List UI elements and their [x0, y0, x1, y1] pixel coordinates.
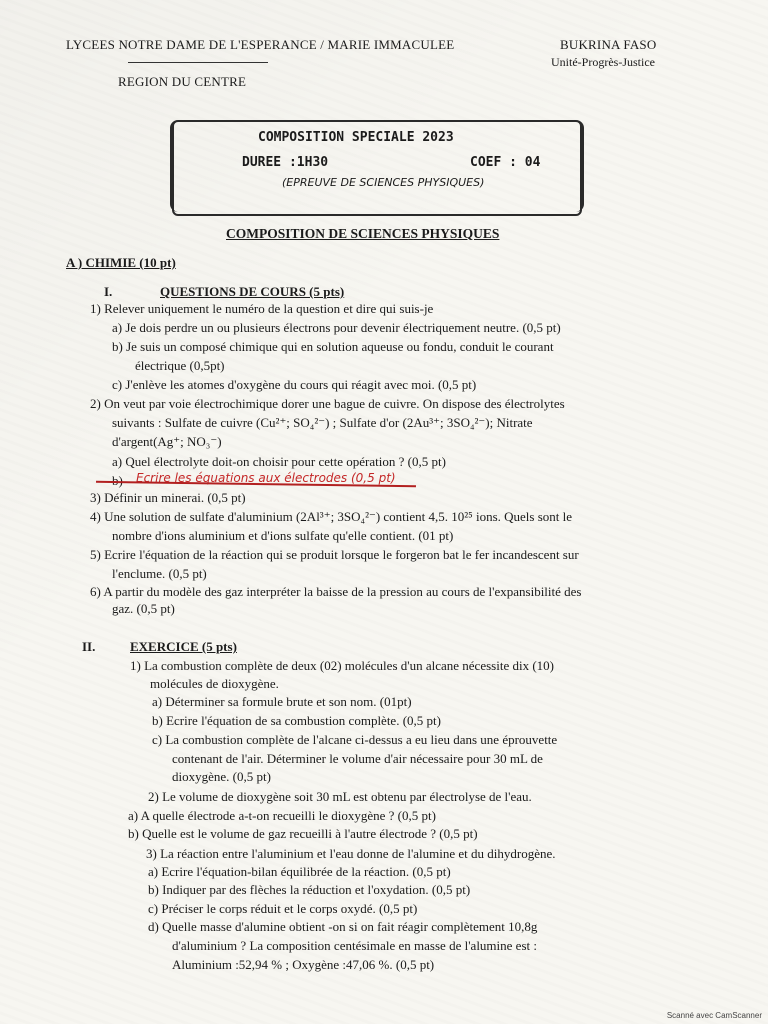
question-line: l'enclume. (0,5 pt)	[112, 566, 207, 581]
exercise-line: contenant de l'air. Déterminer le volume d'air nécessaire pour 30 mL de	[172, 751, 543, 766]
question-line: 1) Relever uniquement le numéro de la question et dire qui suis-je	[90, 301, 434, 316]
question-line: électrique (0,5pt)	[135, 358, 225, 373]
exercise-line: b) Indiquer par des flèches la réduction et l'oxydation. (0,5 pt)	[148, 882, 471, 897]
question-line: c) J'enlève les atomes d'oxygène du cours qui réagit avec moi. (0,5 pt)	[112, 377, 477, 392]
exercise-line: d'aluminium ? La composition centésimale en masse de l'alumine est :	[172, 938, 537, 953]
exercise-line: molécules de dioxygène.	[150, 676, 279, 691]
question-line: 5) Ecrire l'équation de la réaction qui se produit lorsque le forgeron bat le fer incandescent sur	[90, 547, 579, 562]
exercise-line: 3) La réaction entre l'aluminium et l'eau donne de l'alumine et du dihydrogène.	[146, 846, 556, 861]
header-divider	[128, 62, 268, 63]
question-line: 3) Définir un minerai. (0,5 pt)	[90, 490, 246, 505]
country-name: BUKRINA FASO	[560, 37, 657, 52]
part1-number: I.	[104, 284, 113, 299]
scanner-watermark: Scanné avec CamScanner	[666, 1011, 762, 1020]
exercise-line: a) Déterminer sa formule brute et son nom. (01pt)	[152, 694, 412, 709]
banner-subject: (EPREUVE DE SCIENCES PHYSIQUES)	[282, 176, 485, 189]
exercise-line: c) Préciser le corps réduit et le corps oxydé. (0,5 pt)	[148, 901, 418, 916]
exercise-line: dioxygène. (0,5 pt)	[172, 769, 271, 784]
question-line: gaz. (0,5 pt)	[112, 601, 175, 616]
question-line: 6) A partir du modèle des gaz interpréter la baisse de la pression au cours de l'expansibilité des	[90, 584, 582, 599]
question-line: b) Je suis un composé chimique qui en solution aqueuse ou fondu, conduit le courant	[112, 339, 554, 354]
question-line: b)	[112, 473, 123, 488]
question-line: 2) On veut par voie électrochimique dorer une bague de cuivre. On dispose des électrolytes	[90, 396, 565, 411]
exercise-line: d) Quelle masse d'alumine obtient -on si on fait réagir complètement 10,8g	[148, 919, 538, 934]
question-line: d'argent(Ag⁺; NO₃⁻)	[112, 434, 222, 449]
banner-title: COMPOSITION SPECIALE 2023	[258, 130, 454, 145]
exercise-line: a) A quelle électrode a-t-on recueilli le dioxygène ? (0,5 pt)	[128, 808, 436, 823]
region-name: REGION DU CENTRE	[118, 74, 247, 89]
school-name: LYCEES NOTRE DAME DE L'ESPERANCE / MARIE IMMACULEE	[66, 37, 455, 52]
banner-coef: COEF : 04	[470, 155, 541, 170]
section-a-title: A ) CHIMIE (10 pt)	[66, 255, 176, 270]
question-line: nombre d'ions aluminium et d'ions sulfate qu'elle contient. (01 pt)	[112, 528, 454, 543]
part2-title: EXERCICE (5 pts)	[130, 639, 237, 654]
part1-title: QUESTIONS DE COURS (5 pts)	[160, 284, 345, 299]
exercise-line: b) Quelle est le volume de gaz recueilli à l'autre électrode ? (0,5 pt)	[128, 826, 478, 841]
exercise-line: a) Ecrire l'équation-bilan équilibrée de la réaction. (0,5 pt)	[148, 864, 451, 879]
question-line: 4) Une solution de sulfate d'aluminium (2Al³⁺; 3SO₄²⁻) contient 4,5. 10²⁵ ions. Quels sont le	[90, 509, 573, 524]
banner-duration: DUREE :1H30	[242, 155, 329, 170]
question-line: suivants : Sulfate de cuivre (Cu²⁺; SO₄²⁻) ; Sulfate d'or (2Au³⁺; 3SO₄²⁻); Nitrate	[112, 415, 533, 430]
country-motto: Unité-Progrès-Justice	[551, 55, 655, 69]
page-title: COMPOSITION DE SCIENCES PHYSIQUES	[226, 226, 500, 241]
exercise-line: 1) La combustion complète de deux (02) molécules d'un alcane nécessite dix (10)	[130, 658, 554, 673]
exercise-line: 2) Le volume de dioxygène soit 30 mL est obtenu par électrolyse de l'eau.	[148, 789, 532, 804]
exercise-line: c) La combustion complète de l'alcane ci-dessus a eu lieu dans une éprouvette	[152, 732, 558, 747]
exercise-line: b) Ecrire l'équation de sa combustion complète. (0,5 pt)	[152, 713, 441, 728]
part2-number: II.	[82, 639, 96, 654]
question-line: a) Je dois perdre un ou plusieurs électrons pour devenir électriquement neutre. (0,5 pt)	[112, 320, 561, 335]
question-line: a) Quel électrolyte doit-on choisir pour cette opération ? (0,5 pt)	[112, 454, 446, 469]
handwritten-annotation: Ecrire les équations aux électrodes (0,5 pt)	[136, 471, 396, 485]
exercise-line: Aluminium :52,94 % ; Oxygène :47,06 %. (0,5 pt)	[172, 957, 435, 972]
